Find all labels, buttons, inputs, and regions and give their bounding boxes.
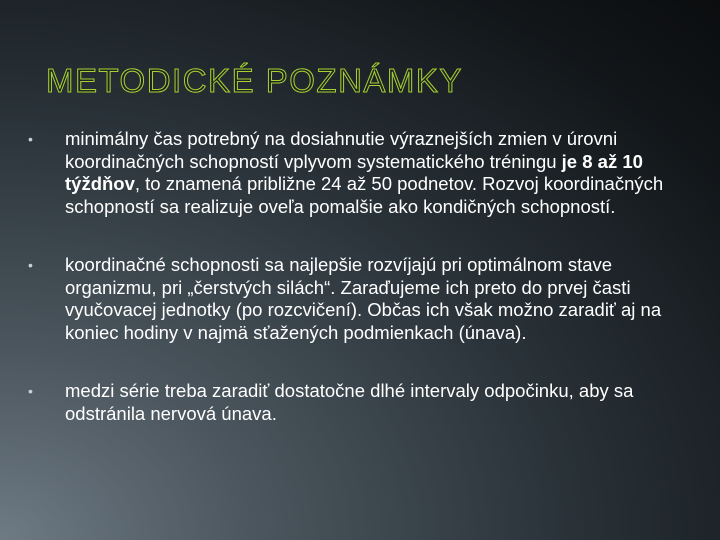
bullet-marker-icon: • xyxy=(28,383,33,399)
bullet-text xyxy=(65,128,663,217)
bullet-item-1 xyxy=(28,128,688,218)
bullet-text xyxy=(65,254,661,343)
bullet-list xyxy=(28,128,688,425)
bullet-marker-icon: • xyxy=(28,257,33,273)
bullet-text-before: minimálny čas potrebný na dosiahnutie výraznejších zmien v úrovni koordinačných schopností vplyvom systematického tréningu xyxy=(65,128,618,172)
bullet-text-bold: je 8 až 10 týždňov xyxy=(65,150,643,194)
bullet-item-2 xyxy=(28,254,688,344)
bullet-text xyxy=(65,380,633,424)
bullet-text-before: medzi série treba zaradiť dostatočne dlhé intervaly odpočinku, aby sa odstránila nervová únava. xyxy=(65,380,634,424)
slide-title: METODICKÉ POZNÁMKY xyxy=(46,62,463,99)
bullet-text-before: koordinačné schopnosti sa najlepšie rozvíjajú pri optimálnom stave organizmu, pri „čerstvých silách“. Zaraďujeme ich preto do prvej časti vyučovacej jednotky (po rozcvičení). Občas ich však možno zaradiť aj na koniec hodiny v najmä sťažených podmienkach (únava). xyxy=(65,254,662,343)
bullet-marker-icon: • xyxy=(28,131,33,147)
bullet-item-3 xyxy=(28,380,688,425)
bullet-text-after: , to znamená približne 24 až 50 podnetov. Rozvoj koordinačných schopností sa realizuje oveľa pomalšie ako kondičných schopností. xyxy=(65,173,664,217)
